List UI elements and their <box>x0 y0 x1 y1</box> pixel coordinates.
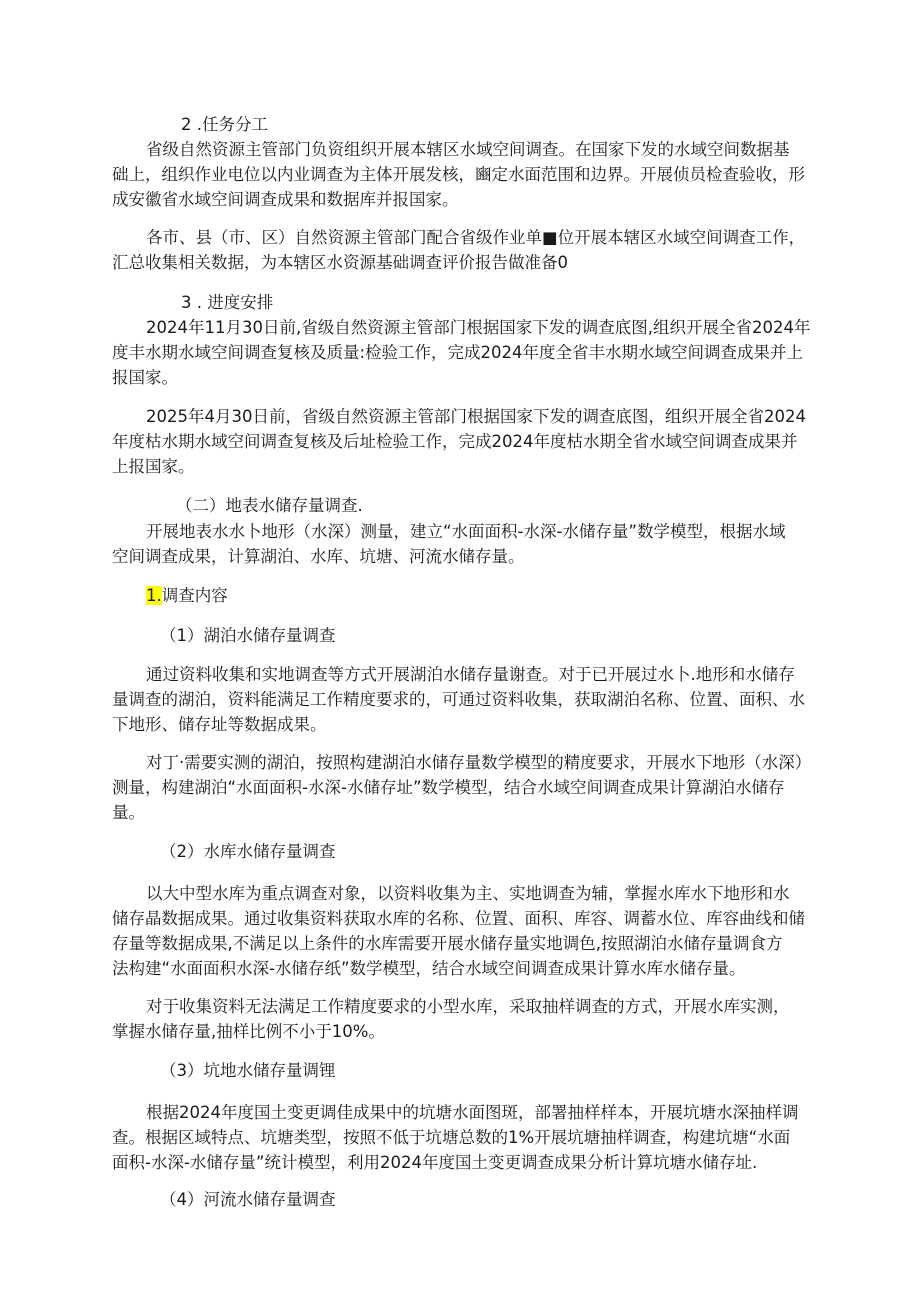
paragraph-line: 量。 <box>112 803 145 822</box>
section-heading-task-division: 2 .任务分工 <box>181 115 268 134</box>
paragraph-line: 空间调查成果，计算湖泊、水库、坑塘、河流水储存量。 <box>112 547 525 566</box>
subheading-river: （4）河流水储存量调查 <box>160 1190 336 1209</box>
paragraph-line: 量调查的湖泊，资料能满足工作精度要求的，可通过资料收集，获取湖泊名称、位置、面积、水 <box>112 690 805 709</box>
paragraph-line: 2024年11月30日前,省级自然资源主管部门根据国家下发的调查底图,组织开展全省2024年 <box>146 318 811 337</box>
paragraph-line: 上报国家。 <box>112 457 195 476</box>
subheading-pond: （3）坑地水储存量调锂 <box>160 1061 336 1080</box>
paragraph-line: 开展地表水水卜地形（水深）测量，建立“水面面积-水深-水储存量”数学模型，根据水域 <box>146 522 786 541</box>
paragraph-line: 通过资料收集和实地调查等方式开展湖泊水储存量谢查。对于已开展过水卜.地形和水储存 <box>146 665 795 684</box>
paragraph-line: 度丰水期水域空间调查复核及质量:检验工作，完成2024年度全省丰水期水域空间调查成果并上 <box>112 343 804 362</box>
section-heading-schedule: 3 . 进度安排 <box>181 293 274 312</box>
paragraph-line: 省级自然资源主管部门负资组织开展本辖区水域空间调查。在国家下发的水域空间数据基 <box>146 140 790 159</box>
paragraph-line: 面积-水深-水储存量”统计模型，利用2024年度国土变更调查成果分析计算坑塘水储存址. <box>112 1153 758 1172</box>
subheading-reservoir: （2）水库水储存量调查 <box>160 842 336 861</box>
paragraph-line: 存量等数据成果,不满足以上条件的水库需要开展水储存量实地调色,按照湖泊水储存量调食方 <box>112 934 783 953</box>
paragraph-line: 2025年4月30日前，省级自然资源主管部门根据国家下发的调查底图，组织开展全省2024 <box>146 407 806 426</box>
paragraph-line: 报国家。 <box>112 368 178 387</box>
paragraph-line: 各市、县（市、区）自然资源主管部门配合省级作业单■位开展本辖区水域空间调查工作， <box>146 228 806 247</box>
paragraph-line: 础上，组织作业电位以内业调查为主体开展发核，豳定水面范围和边界。开展侦员检查验收，形 <box>112 165 805 184</box>
paragraph-line: 汇总收集相关数据，为本辖区水资源基础调查评价报告做准备0 <box>112 253 568 272</box>
paragraph-line: 查。根据区域特点、坑塘类型，按照不低于坑塘总数的1%开展坑塘抽样调查，构建坑塘“水面 <box>112 1128 791 1147</box>
subheading-lake: （1）湖泊水储存量调查 <box>160 626 336 645</box>
paragraph-line: 测量，构建湖泊“水面面积-水深-水储存址”数学模型，结合水域空间调查成果计算湖泊水储存 <box>112 778 785 797</box>
section-heading-surface-water: （二）地表水储存量调查. <box>176 496 363 515</box>
highlighted-number: 1. <box>146 586 162 605</box>
paragraph-line: 成安徽省水域空间调查成果和数据库并报国家。 <box>112 190 459 209</box>
paragraph-line: 对丁·需要实测的湖泊，按照构建湖泊水储存量数学模型的精度要求，开展水下地形（水深） <box>146 753 812 772</box>
paragraph-line: 掌握水储存量,抽样比例不小于10%。 <box>112 1022 385 1041</box>
paragraph-line: 以大中型水库为重点调查对象，以资料收集为主、实地调查为辅，掌握水库水下地形和水 <box>146 884 790 903</box>
section-heading-survey-content <box>146 586 228 606</box>
heading-text: 调查内容 <box>161 586 228 605</box>
paragraph-line: 法构建“水面面积水深-水储存纸”数学模型，结合水域空间调查成果计算水库水储存量。 <box>112 959 746 978</box>
paragraph-line: 对于收集资料无法满足工作精度要求的小型水库，采取抽样调查的方式，开展水库实测， <box>146 997 790 1016</box>
paragraph-line: 年度枯水期水域空间调查复核及后址检验工作，完成2024年度枯水期全省水域空间调查成果并 <box>112 432 798 451</box>
paragraph-line: 根据2024年度国土变更调佳成果中的坑塘水面图斑，部署抽样样本，开展坑塘水深抽样调 <box>146 1103 799 1122</box>
paragraph-line: 储存晶数据成果。通过收集资料获取水库的名称、位置、面积、库容、调蓄水位、库容曲线和储 <box>112 909 805 928</box>
paragraph-line: 下地形、储存址等数据成果。 <box>112 715 327 734</box>
